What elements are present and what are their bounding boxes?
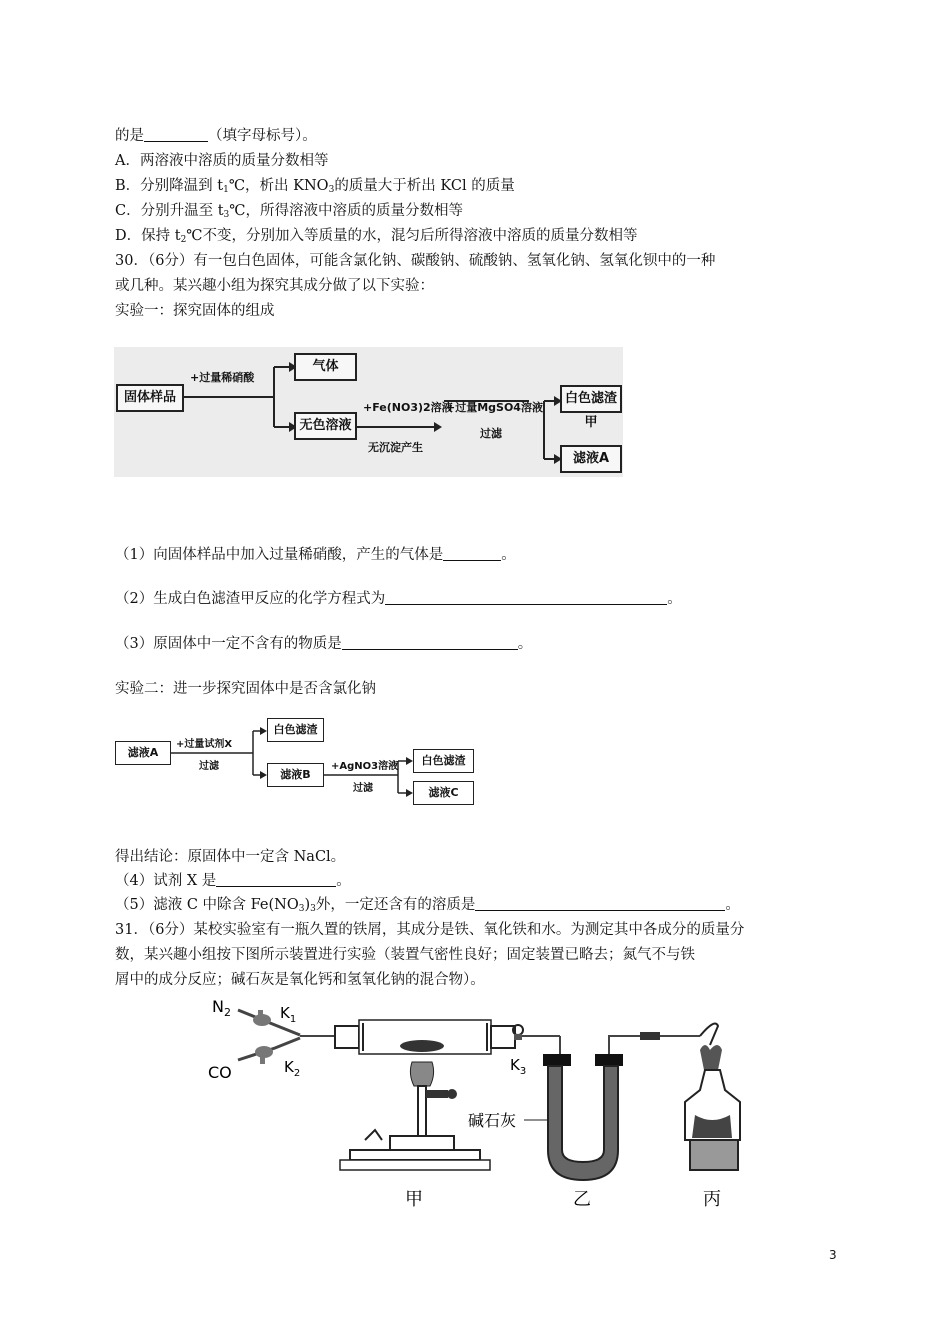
solid-sample-box: 固体样品 [116,384,184,412]
option-d: D．保持 $t_2℃$不变，分别加入等质量的水，混匀后所得溶液中溶质的质量分数相等 [115,228,638,245]
no-precipitate-label: 无沉淀产生 [368,441,423,454]
white-residue-a-box: 白色滤渣甲 [560,385,622,413]
filter-label-1: 过滤 [199,761,219,772]
answer-blank-5[interactable] [475,896,725,911]
colorless-solution-box: 无色溶液 [294,412,357,440]
conclusion: 得出结论：原固体中一定含 NaCl。 [115,849,346,865]
co-label: CO [208,1063,232,1082]
k3-label: $K_3$ [510,1056,527,1077]
filtrate-a-box-2: 滤液A [115,741,171,765]
gas-box: 气体 [294,353,357,381]
soda-lime-label: 碱石灰 [468,1111,517,1130]
question-31-line1: 31．（6分）某校实验室有一瓶久置的铁屑，其成分是铁、氧化铁和水。为测定其中各成分的质量分 [115,922,745,938]
answer-blank[interactable] [144,127,208,142]
question-stem-end: 的是 （填字母标号）。 [115,128,317,144]
add-dilute-nitric-acid-label: +过量稀硝酸 [190,371,255,384]
filtrate-a-box: 滤液A [560,445,622,473]
n2-label: $N_2$ [212,997,231,1019]
sub-question-1: （1）向固体样品中加入过量稀硝酸，产生的气体是 。 [115,547,516,563]
u-tube-yi [524,1054,623,1180]
label-yi: 乙 [573,1189,591,1210]
experiment-1-title: 实验一：探究固体的组成 [115,303,275,319]
sub-question-4: （4）试剂 X 是 。 [115,873,351,889]
add-agno3-label: +AgNO3溶液 [331,761,399,772]
question-30-line1: 30．（6分）有一包白色固体，可能含氯化钠、碳酸钠、硫酸钠、氢氧化钠、氢氧化钡中的一种 [115,253,716,269]
burner-bing [685,1024,740,1170]
sub-question-2: （2）生成白色滤渣甲反应的化学方程式为 。 [115,591,682,607]
filtrate-c-box: 滤液C [413,781,474,805]
filter-label-2: 过滤 [353,783,373,794]
flowchart-experiment-2 [113,713,478,808]
apparatus-diagram [200,990,760,1215]
question-31-line3: 屑中的成分反应；碱石灰是氧化钙和氢氧化钠的混合物）。 [115,972,485,988]
k2-label: $K_2$ [284,1058,301,1079]
sub-question-3: （3）原固体中一定不含有的物质是 。 [115,636,533,652]
answer-blank-4[interactable] [216,872,336,887]
white-residue-box-1: 白色滤渣 [267,718,324,742]
filter-label: 过滤 [480,427,502,440]
experiment-2-title: 实验二：进一步探究固体中是否含氯化钠 [115,681,376,697]
add-fe-nitrate-label: +Fe(NO3)2溶液 [363,401,453,414]
flowchart-experiment-1 [114,347,623,477]
option-c: C．分别升温至 $t_3℃$，所得溶液中溶质的质量分数相等 [115,203,463,220]
k2-valve [255,1046,273,1064]
k1-label: $K_1$ [280,1004,297,1025]
white-residue-box-2: 白色滤渣 [413,749,474,773]
answer-blank-3[interactable] [342,635,518,650]
question-31-line2: 数，某兴趣小组按下图所示装置进行实验（装置气密性良好；固定装置已略去；氮气不与铁 [115,947,695,963]
combustion-tube-jia [335,1020,515,1054]
sub-question-5: （5）滤液 C 中除含 $Fe(NO_3)_3$外，一定还含有的溶质是 。 [115,897,740,914]
page-number: 3 [829,1248,837,1262]
option-a: A．两溶液中溶质的质量分数相等 [115,153,329,169]
label-bing: 丙 [703,1189,721,1210]
add-mgso4-label: +过量MgSO4溶液 [446,401,543,414]
answer-blank-1[interactable] [443,546,501,561]
question-30-line2: 或几种。某兴趣小组为探究其成分做了以下实验： [115,278,434,294]
filtrate-b-box: 滤液B [267,763,324,787]
add-reagent-x-label: +过量试剂X [176,739,233,750]
k1-valve [253,1010,271,1026]
option-b: B．分别降温到 $t_1℃$，析出 $KNO_3$的质量大于析出 KCl 的质量 [115,178,515,195]
label-jia: 甲 [405,1189,423,1210]
k3-valve [513,1025,523,1040]
answer-blank-2[interactable] [385,590,667,605]
